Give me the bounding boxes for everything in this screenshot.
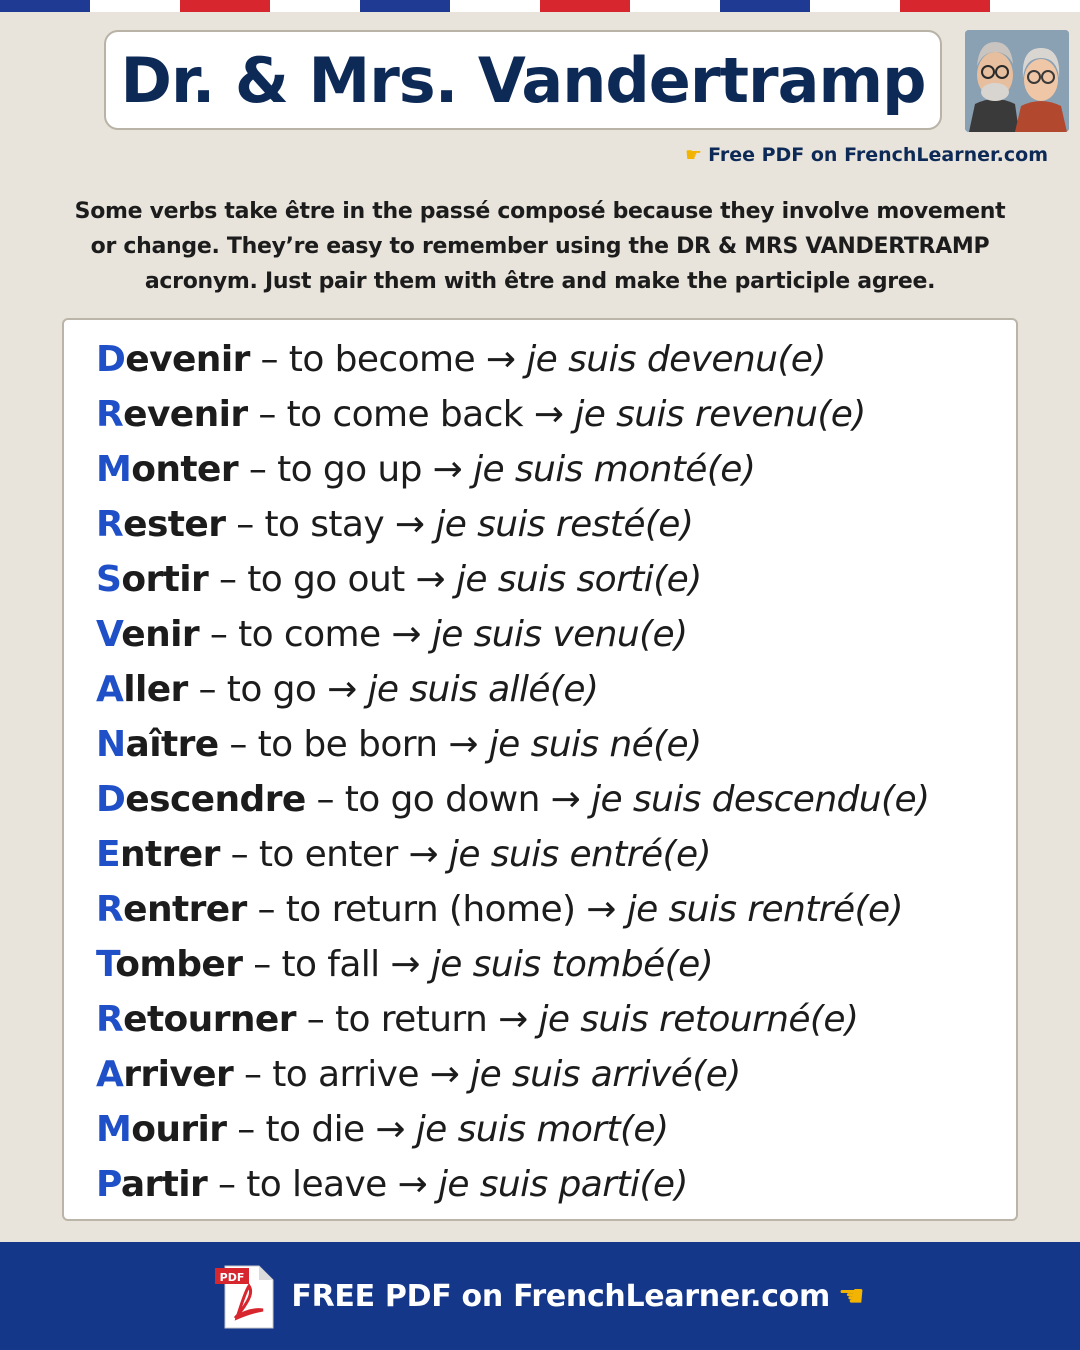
verb-meaning: – to fall → (242, 944, 431, 985)
verb-row (96, 497, 929, 552)
verb-rest: ortir (121, 559, 209, 600)
verb-meaning: – to arrive → (233, 1054, 471, 1095)
verb-initial: T (96, 944, 116, 985)
verb-row (96, 1102, 929, 1157)
verb-rest: etourner (123, 999, 296, 1040)
verb-conjugation: je suis arrivé(e) (470, 1054, 741, 1095)
verb-initial: E (96, 834, 120, 875)
verb-rest: ntrer (120, 834, 220, 875)
couple-portrait-image (965, 30, 1069, 132)
verb-rest: entrer (123, 889, 247, 930)
verb-initial: R (96, 394, 124, 435)
verb-meaning: – to come back → (247, 394, 575, 435)
verb-conjugation: je suis mort(e) (415, 1109, 669, 1150)
pointing-hand-icon: ☚ (837, 1278, 865, 1314)
verb-row (96, 882, 929, 937)
verb-meaning: – to return (home) → (246, 889, 627, 930)
flag-stripe-bar (0, 0, 1080, 12)
verb-list-box (62, 318, 1018, 1221)
pdf-badge: PDF (220, 1271, 245, 1284)
verb-meaning: – to come → (199, 614, 432, 655)
pdf-file-icon (215, 1262, 277, 1330)
verb-conjugation: je suis devenu(e) (526, 339, 826, 380)
verb-row (96, 937, 929, 992)
pointing-hand-icon: ☛ (685, 144, 703, 166)
verb-row (96, 827, 929, 882)
verb-rest: evenir (123, 394, 248, 435)
verb-meaning: – to become → (249, 339, 527, 380)
verb-rest: omber (115, 944, 243, 985)
verb-rest: ourir (131, 1109, 227, 1150)
verb-initial: A (96, 1054, 124, 1095)
verb-row (96, 772, 929, 827)
verb-initial: M (96, 1109, 132, 1150)
verb-meaning: – to leave → (207, 1164, 438, 1205)
verb-conjugation: je suis entré(e) (448, 834, 711, 875)
verb-row (96, 442, 929, 497)
verb-rest: ester (123, 504, 226, 545)
verb-row (96, 717, 929, 772)
verb-row (96, 1047, 929, 1102)
verb-conjugation: je suis né(e) (488, 724, 702, 765)
intro-paragraph: Some verbs take être in the passé composé because they involve movement or change. They’re easy to remember using the DR & MRS VANDERTRAMP acronym. Just pair them with être and make the participle agree. (74, 199, 1006, 294)
verb-rest: aître (125, 724, 219, 765)
verb-meaning: – to return → (295, 999, 539, 1040)
verb-meaning: – to enter → (219, 834, 449, 875)
verb-conjugation: je suis retourné(e) (538, 999, 859, 1040)
verb-initial: N (96, 724, 126, 765)
verb-list (96, 332, 929, 1212)
verb-row (96, 387, 929, 442)
verb-initial: R (96, 889, 124, 930)
verb-row (96, 1157, 929, 1212)
verb-rest: enir (121, 614, 200, 655)
verb-conjugation: je suis resté(e) (435, 504, 694, 545)
verb-initial: R (96, 504, 124, 545)
verb-row (96, 607, 929, 662)
verb-rest: ller (123, 669, 188, 710)
verb-initial: D (96, 779, 126, 820)
verb-rest: rriver (123, 1054, 234, 1095)
verb-rest: artir (120, 1164, 208, 1205)
verb-initial: S (96, 559, 122, 600)
verb-rest: escendre (125, 779, 306, 820)
verb-conjugation: je suis monté(e) (473, 449, 756, 490)
verb-row (96, 662, 929, 717)
verb-meaning: – to go up → (237, 449, 474, 490)
verb-row (96, 552, 929, 607)
verb-initial: V (96, 614, 122, 655)
verb-conjugation: je suis revenu(e) (574, 394, 866, 435)
verb-meaning: – to go → (187, 669, 368, 710)
verb-initial: P (96, 1164, 121, 1205)
top-pdf-link-text: Free PDF on FrenchLearner.com (708, 144, 1048, 166)
verb-meaning: – to be born → (218, 724, 489, 765)
verb-meaning: – to die → (226, 1109, 416, 1150)
top-pdf-link[interactable] (685, 144, 1048, 166)
verb-row (96, 332, 929, 387)
verb-conjugation: je suis sorti(e) (455, 559, 702, 600)
verb-conjugation: je suis tombé(e) (430, 944, 714, 985)
verb-row (96, 992, 929, 1047)
footer-banner[interactable] (0, 1242, 1080, 1350)
footer-link-text: FREE PDF on FrenchLearner.com (291, 1278, 830, 1314)
verb-meaning: – to stay → (225, 504, 436, 545)
verb-initial: D (96, 339, 126, 380)
verb-conjugation: je suis parti(e) (437, 1164, 688, 1205)
verb-rest: evenir (125, 339, 250, 380)
verb-conjugation: je suis allé(e) (367, 669, 599, 710)
verb-meaning: – to go down → (305, 779, 592, 820)
verb-rest: onter (131, 449, 238, 490)
page-title: Dr. & Mrs. Vandertramp (120, 43, 926, 117)
verb-initial: M (96, 449, 132, 490)
verb-meaning: – to go out → (208, 559, 456, 600)
verb-initial: R (96, 999, 124, 1040)
verb-initial: A (96, 669, 124, 710)
verb-conjugation: je suis venu(e) (431, 614, 688, 655)
title-box (104, 30, 942, 130)
verb-conjugation: je suis descendu(e) (591, 779, 930, 820)
verb-conjugation: je suis rentré(e) (626, 889, 903, 930)
